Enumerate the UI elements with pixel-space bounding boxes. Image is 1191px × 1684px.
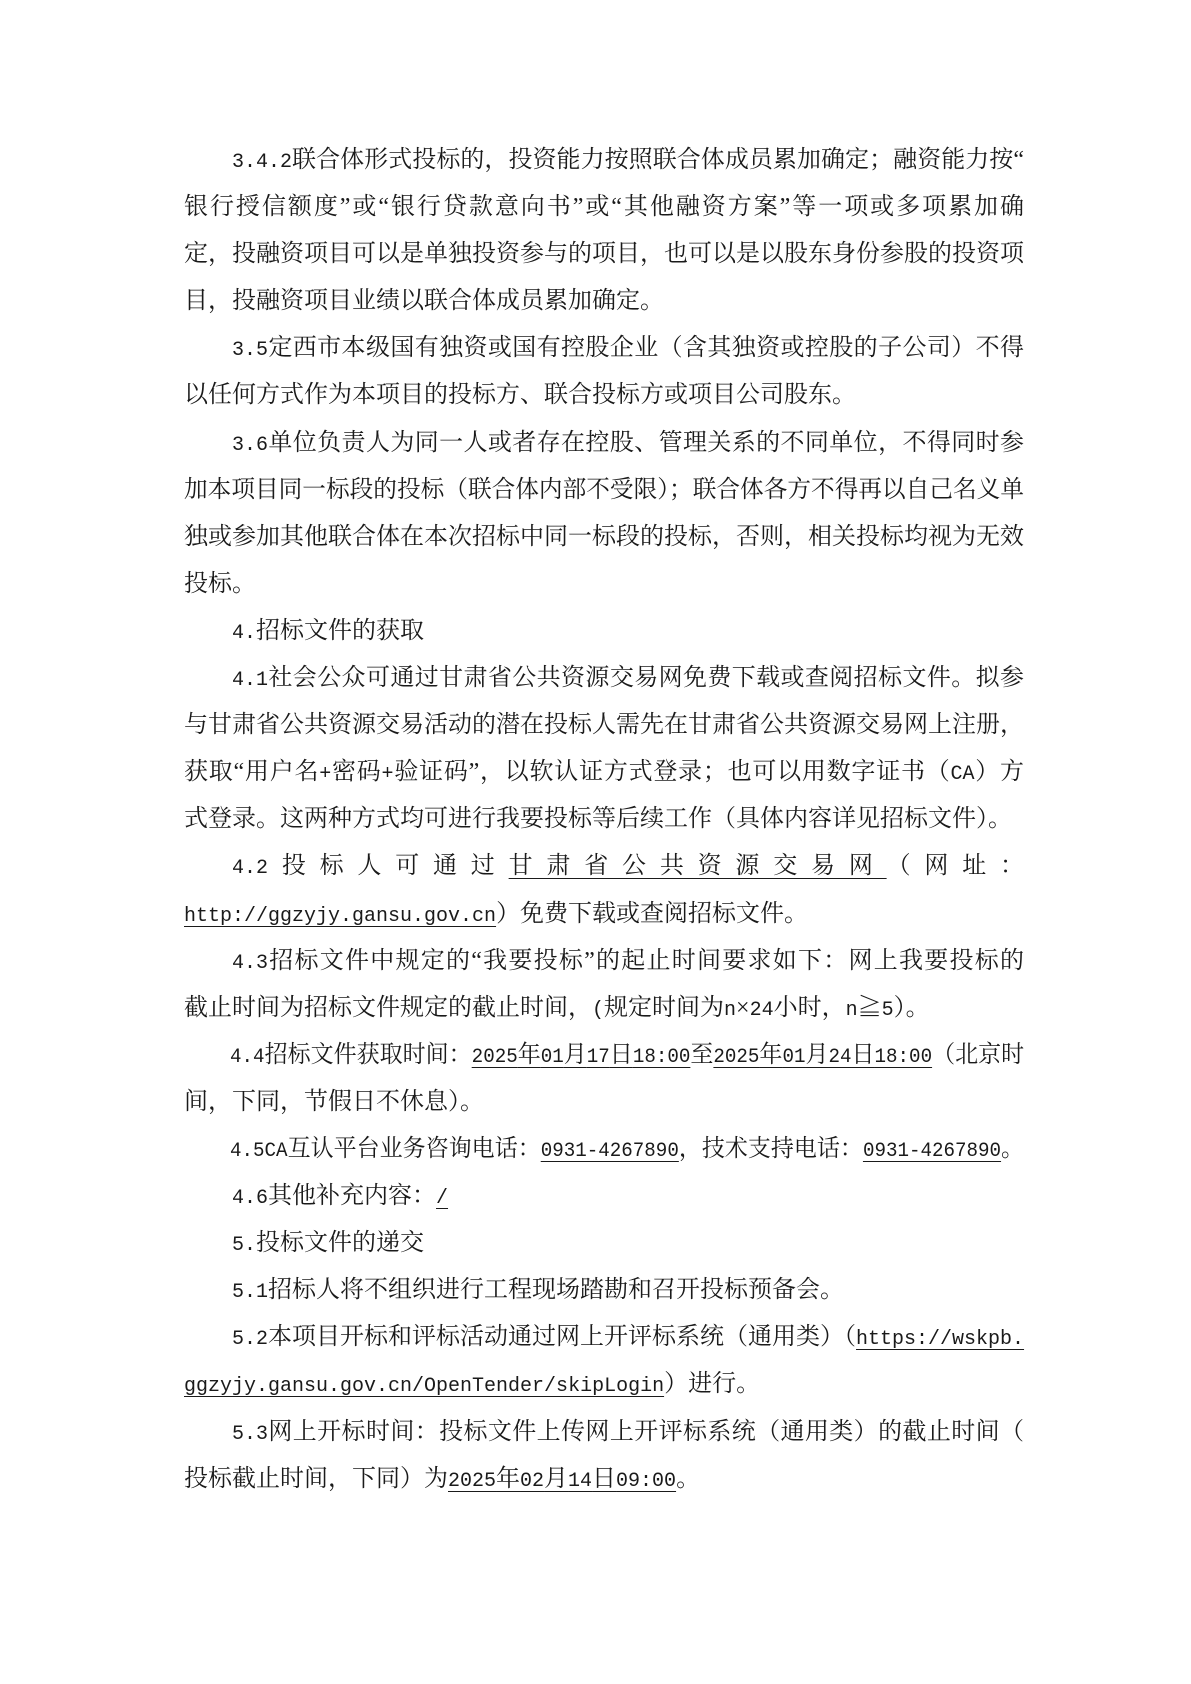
clause-4-6-line-1 — [184, 1173, 1024, 1220]
clause-4-1-line-3: 获取“用户名+密码+验证码”，以软认证方式登录；也可以用数字证书（CA）方 — [184, 759, 1025, 787]
clause-4-3-line-2: 截止时间为招标文件规定的截止时间，(规定时间为n×24小时，n≧5）。 — [184, 994, 930, 1022]
clause-4-4 — [184, 1032, 1024, 1126]
clause-3-4-2-line-1: 3.4.2联合体形式投标的，投资能力按照联合体成员累加确定；融资能力按“ — [232, 147, 1024, 174]
latin-text-run: + — [381, 763, 394, 787]
latin-text-run: 5 — [881, 998, 894, 1022]
clause-4-2-prefix: 4.2投标人可通过 — [232, 853, 509, 881]
clause-4-1 — [184, 655, 1024, 843]
latin-text-run: https://wskpb. — [856, 1328, 1025, 1352]
acquisition-start-time: 2025年01月17日18:00 — [471, 1041, 691, 1069]
clause-5-3-suffix: 。 — [676, 1465, 701, 1492]
latin-text-run: CA — [950, 763, 975, 787]
latin-text-run: 3.4.2 — [232, 151, 293, 174]
clause-4-1-line-1: 4.1社会公众可通过甘肃省公共资源交易网免费下载或查阅招标文件。拟参 — [232, 665, 1024, 693]
latin-text-run: 18:00 — [874, 1045, 933, 1069]
clause-3-6-line-2: 加本项目同一标段的投标（联合体内部不受限）；联合体各方不得再以自己名义单 — [184, 476, 1024, 503]
document-body — [184, 137, 1024, 1503]
latin-text-run: 0931-4267890 — [862, 1139, 1002, 1163]
clause-4-4-suffix: （北京时 — [932, 1041, 1025, 1068]
supplement-value — [436, 1183, 448, 1209]
latin-text-run: 5.3 — [232, 1422, 269, 1446]
time-range-connector: 至 — [690, 1041, 714, 1068]
clause-4-5 — [184, 1126, 1024, 1173]
open-tender-url-link-part-2[interactable] — [184, 1371, 664, 1397]
latin-text-run: http://ggzyjy.gansu.gov.cn — [184, 904, 497, 928]
clause-5-3 — [184, 1409, 1024, 1503]
latin-text-run: ( — [592, 998, 605, 1022]
bid-deadline: 2025年02月14日09:00 — [448, 1465, 677, 1493]
section-5 — [184, 1220, 1024, 1267]
clause-3-5-line-2: 以任何方式作为本项目的投标方、联合投标方或项目公司股东。 — [184, 382, 856, 409]
clause-5-3-line-2 — [184, 1456, 1024, 1503]
latin-text-run: ggzyjy.gansu.gov.cn/OpenTender/skipLogin — [184, 1375, 665, 1399]
clause-3-5-line-1: 3.5定西市本级国有独资或国有控股企业（含其独资或控股的子公司）不得 — [232, 335, 1024, 363]
latin-text-run: 5.1 — [232, 1281, 269, 1305]
latin-text-run: / — [436, 1187, 449, 1211]
clause-4-2-line-1 — [184, 843, 1024, 890]
latin-text-run: 5.2 — [232, 1328, 269, 1352]
open-tender-url-link-part-1[interactable] — [856, 1324, 1024, 1350]
latin-text-run: 2025 — [448, 1469, 497, 1493]
clause-3-4-2-line-4: 目，投融资项目业绩以联合体成员累加确定。 — [184, 288, 664, 315]
trading-site-name-link[interactable]: 甘肃省公共资源交易网 — [508, 853, 887, 880]
latin-text-run: 09:00 — [616, 1469, 677, 1493]
clause-5-2-line-2 — [184, 1361, 1024, 1408]
latin-text-run: 01 — [782, 1045, 806, 1069]
latin-text-run: 5. — [232, 1234, 257, 1258]
latin-text-run: 4.5CA — [230, 1139, 288, 1163]
latin-text-run: n — [845, 998, 858, 1022]
latin-text-run: 4.1 — [232, 669, 269, 693]
clause-4-6 — [184, 1173, 1024, 1220]
latin-text-run: 0931-4267890 — [540, 1139, 679, 1163]
clause-5-2-prefix: 5.2本项目开标和评标活动通过网上开评标系统（通用类）（ — [232, 1324, 857, 1352]
latin-text-run: 3.6 — [232, 433, 269, 457]
latin-text-run: 4.3 — [232, 951, 269, 975]
clause-5-1 — [184, 1267, 1024, 1314]
site-url-label: （网址： — [886, 853, 1025, 880]
clause-4-5-prefix: 4.5CA互认平台业务咨询电话： — [230, 1135, 541, 1163]
clause-5-2-suffix: ）进行。 — [664, 1371, 761, 1398]
latin-text-run: 2025 — [471, 1045, 518, 1069]
clause-5-2 — [184, 1314, 1024, 1408]
latin-text-run: 14 — [568, 1469, 593, 1493]
latin-text-run: 18:00 — [632, 1045, 691, 1069]
clause-3-6-line-1: 3.6单位负责人为同一人或者存在控股、管理关系的不同单位，不得同时参 — [232, 429, 1024, 457]
section-5-heading: 5.投标文件的递交 — [232, 1230, 425, 1258]
latin-text-run: 4.4 — [230, 1045, 265, 1069]
latin-text-run: 4.2 — [232, 857, 269, 881]
clause-4-3 — [184, 938, 1024, 1032]
clause-4-4-line-1 — [184, 1032, 1025, 1079]
clause-3-6-line-3: 独或参加其他联合体在本次招标中同一标段的投标，否则，相关投标均视为无效 — [184, 523, 1024, 550]
clause-3-4-2-line-2: 银行授信额度”或“银行贷款意向书”或“其他融资方案”等一项或多项累加确 — [184, 194, 1024, 221]
section-4-heading: 4.招标文件的获取 — [232, 617, 425, 645]
clause-4-2 — [184, 843, 1024, 937]
latin-text-run: 4.6 — [232, 1187, 269, 1211]
clause-4-5-suffix: 。 — [1001, 1135, 1025, 1162]
clause-4-4-line-2: 间，下同，节假日不休息）。 — [184, 1088, 484, 1115]
clause-4-1-line-4: 式登录。这两种方式均可进行我要投标等后续工作（具体内容详见招标文件）。 — [184, 806, 1012, 833]
latin-text-run: n — [724, 998, 737, 1022]
clause-5-2-line-1 — [184, 1314, 1024, 1361]
clause-5-3-line-1: 5.3网上开标时间：投标文件上传网上开评标系统（通用类）的截止时间（ — [232, 1418, 1024, 1446]
clause-4-5-line-1 — [184, 1126, 1025, 1173]
trading-site-url-link[interactable] — [184, 901, 496, 927]
clause-4-1-line-2: 与甘肃省公共资源交易活动的潜在投标人需先在甘肃省公共资源交易网上注册， — [184, 712, 1024, 739]
clause-4-2-suffix: ）免费下载或查阅招标文件。 — [496, 900, 809, 927]
clause-3-6-line-4: 投标。 — [184, 570, 256, 597]
section-4 — [184, 608, 1024, 655]
latin-text-run: 02 — [520, 1469, 545, 1493]
consult-phone — [541, 1136, 679, 1162]
clause-3-5 — [184, 325, 1024, 419]
clause-3-6 — [184, 420, 1024, 608]
latin-text-run: + — [319, 763, 332, 787]
clause-4-6-prefix: 4.6其他补充内容： — [232, 1183, 437, 1211]
latin-text-run: 4. — [232, 621, 257, 645]
latin-text-run: 3.5 — [232, 339, 269, 363]
latin-text-run: 17 — [586, 1045, 610, 1069]
clause-5-1-line-1: 5.1招标人将不组织进行工程现场踏勘和召开投标预备会。 — [232, 1277, 845, 1305]
latin-text-run: 2025 — [713, 1045, 760, 1069]
support-phone-label: ，技术支持电话： — [678, 1135, 863, 1162]
clause-3-4-2 — [184, 137, 1024, 325]
clause-5-3-prefix: 投标截止时间，下同）为 — [184, 1465, 448, 1492]
latin-text-run: 24 — [749, 998, 774, 1022]
clause-3-4-2-line-3: 定，投融资项目可以是单独投资参与的项目，也可以是以股东身份参股的投资项 — [184, 241, 1024, 268]
latin-text-run: 24 — [828, 1045, 852, 1069]
clause-4-3-line-1: 4.3招标文件中规定的“我要投标”的起止时间要求如下：网上我要投标的 — [232, 947, 1024, 975]
support-phone — [863, 1136, 1001, 1162]
acquisition-end-time: 2025年01月24日18:00 — [713, 1041, 933, 1069]
clause-4-4-prefix: 4.4招标文件获取时间： — [230, 1041, 472, 1069]
clause-4-2-line-2 — [184, 891, 1024, 938]
latin-text-run: 01 — [540, 1045, 564, 1069]
